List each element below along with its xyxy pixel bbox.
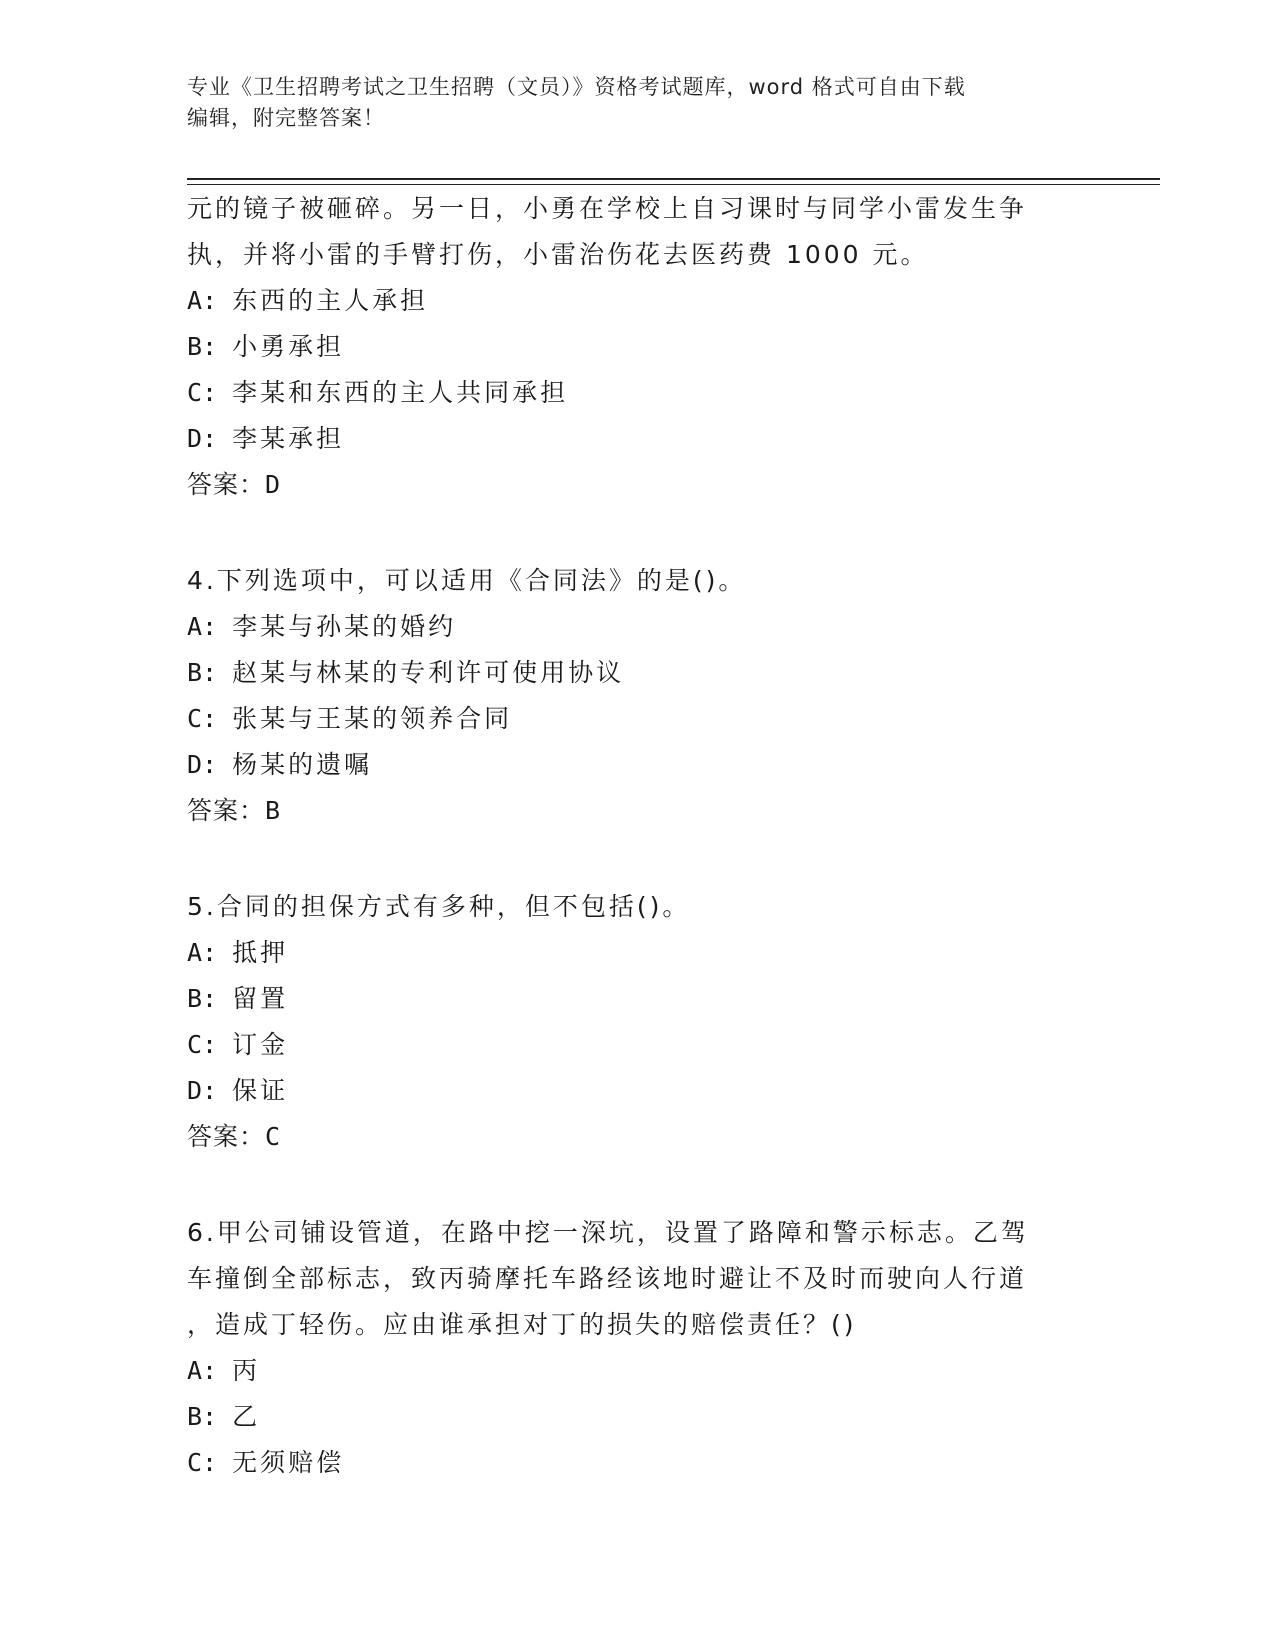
option-key: A: — [187, 938, 218, 967]
option-text: 李某与孙某的婚约 — [232, 612, 457, 641]
header-divider — [187, 178, 1160, 185]
question-5-title: 5.合同的担保方式有多种，但不包括()。 — [187, 892, 691, 921]
option-key: A: — [187, 1356, 218, 1385]
document-header — [187, 72, 1087, 134]
answer-value: D — [265, 470, 282, 499]
option-text: 无须赔偿 — [232, 1448, 345, 1477]
spacer — [187, 834, 1087, 884]
question-3-answer — [187, 462, 1087, 508]
question-6-option-a — [187, 1348, 1087, 1394]
option-key: D: — [187, 424, 218, 453]
question-3-text-line-2: 执，并将小雷的手臂打伤，小雷治伤花去医药费 1000 元。 — [187, 240, 929, 269]
question-4-title: 4.下列选项中，可以适用《合同法》的是()。 — [187, 566, 747, 595]
option-key: D: — [187, 1076, 218, 1105]
question-5-option-a — [187, 930, 1087, 976]
option-key: C: — [187, 1448, 218, 1477]
option-key: C: — [187, 378, 218, 407]
question-6-option-b — [187, 1394, 1087, 1440]
option-text: 李某和东西的主人共同承担 — [232, 378, 569, 407]
header-line-1: 专业《卫生招聘考试之卫生招聘（文员）》资格考试题库，word 格式可自由下载 — [187, 75, 966, 99]
option-key: B: — [187, 658, 218, 687]
answer-label: 答案： — [187, 1122, 266, 1151]
question-6-title-line-1: 6.甲公司铺设管道，在路中挖一深坑，设置了路障和警示标志。乙驾 — [187, 1218, 1029, 1247]
question-6 — [187, 1210, 1087, 1486]
answer-label: 答案： — [187, 470, 266, 499]
question-3-option-b — [187, 324, 1087, 370]
document-body — [187, 186, 1087, 1486]
answer-value: C — [265, 1122, 282, 1151]
question-5-option-c — [187, 1022, 1087, 1068]
option-text: 留置 — [232, 984, 289, 1013]
option-key: B: — [187, 1402, 218, 1431]
question-4 — [187, 558, 1087, 834]
spacer — [187, 1160, 1087, 1210]
question-6-title-line-2: 车撞倒全部标志，致丙骑摩托车路经该地时避让不及时而驶向人行道 — [187, 1264, 1028, 1293]
option-text: 乙 — [232, 1402, 261, 1431]
question-5-answer — [187, 1114, 1087, 1160]
question-5 — [187, 884, 1087, 1160]
answer-value: B — [265, 796, 282, 825]
question-3-option-a — [187, 278, 1087, 324]
option-text: 杨某的遗嘱 — [232, 750, 373, 779]
option-key: B: — [187, 984, 218, 1013]
question-3-text-line-1: 元的镜子被砸碎。另一日，小勇在学校上自习课时与同学小雷发生争 — [187, 194, 1028, 223]
question-5-option-d — [187, 1068, 1087, 1114]
option-text: 东西的主人承担 — [232, 286, 429, 315]
option-key: B: — [187, 332, 218, 361]
option-key: A: — [187, 286, 218, 315]
question-3-option-d — [187, 416, 1087, 462]
question-6-option-c — [187, 1440, 1087, 1486]
question-5-option-b — [187, 976, 1087, 1022]
question-4-option-c — [187, 696, 1087, 742]
header-line-2: 编辑，附完整答案！ — [187, 106, 385, 130]
option-text: 张某与王某的领养合同 — [232, 704, 513, 733]
option-text: 李某承担 — [232, 424, 345, 453]
answer-label: 答案： — [187, 796, 266, 825]
option-text: 赵某与林某的专利许可使用协议 — [232, 658, 625, 687]
question-3-continuation — [187, 186, 1087, 508]
question-6-title-line-3: ，造成丁轻伤。应由谁承担对丁的损失的赔偿责任？() — [187, 1310, 857, 1339]
option-text: 订金 — [232, 1030, 289, 1059]
question-4-answer — [187, 788, 1087, 834]
option-text: 小勇承担 — [232, 332, 345, 361]
option-key: C: — [187, 704, 218, 733]
question-4-option-a — [187, 604, 1087, 650]
option-key: A: — [187, 612, 218, 641]
question-3-option-c — [187, 370, 1087, 416]
option-key: C: — [187, 1030, 218, 1059]
option-text: 丙 — [232, 1356, 261, 1385]
option-text: 保证 — [232, 1076, 289, 1105]
question-4-option-d — [187, 742, 1087, 788]
option-text: 抵押 — [232, 938, 289, 967]
question-4-option-b — [187, 650, 1087, 696]
option-key: D: — [187, 750, 218, 779]
spacer — [187, 508, 1087, 558]
